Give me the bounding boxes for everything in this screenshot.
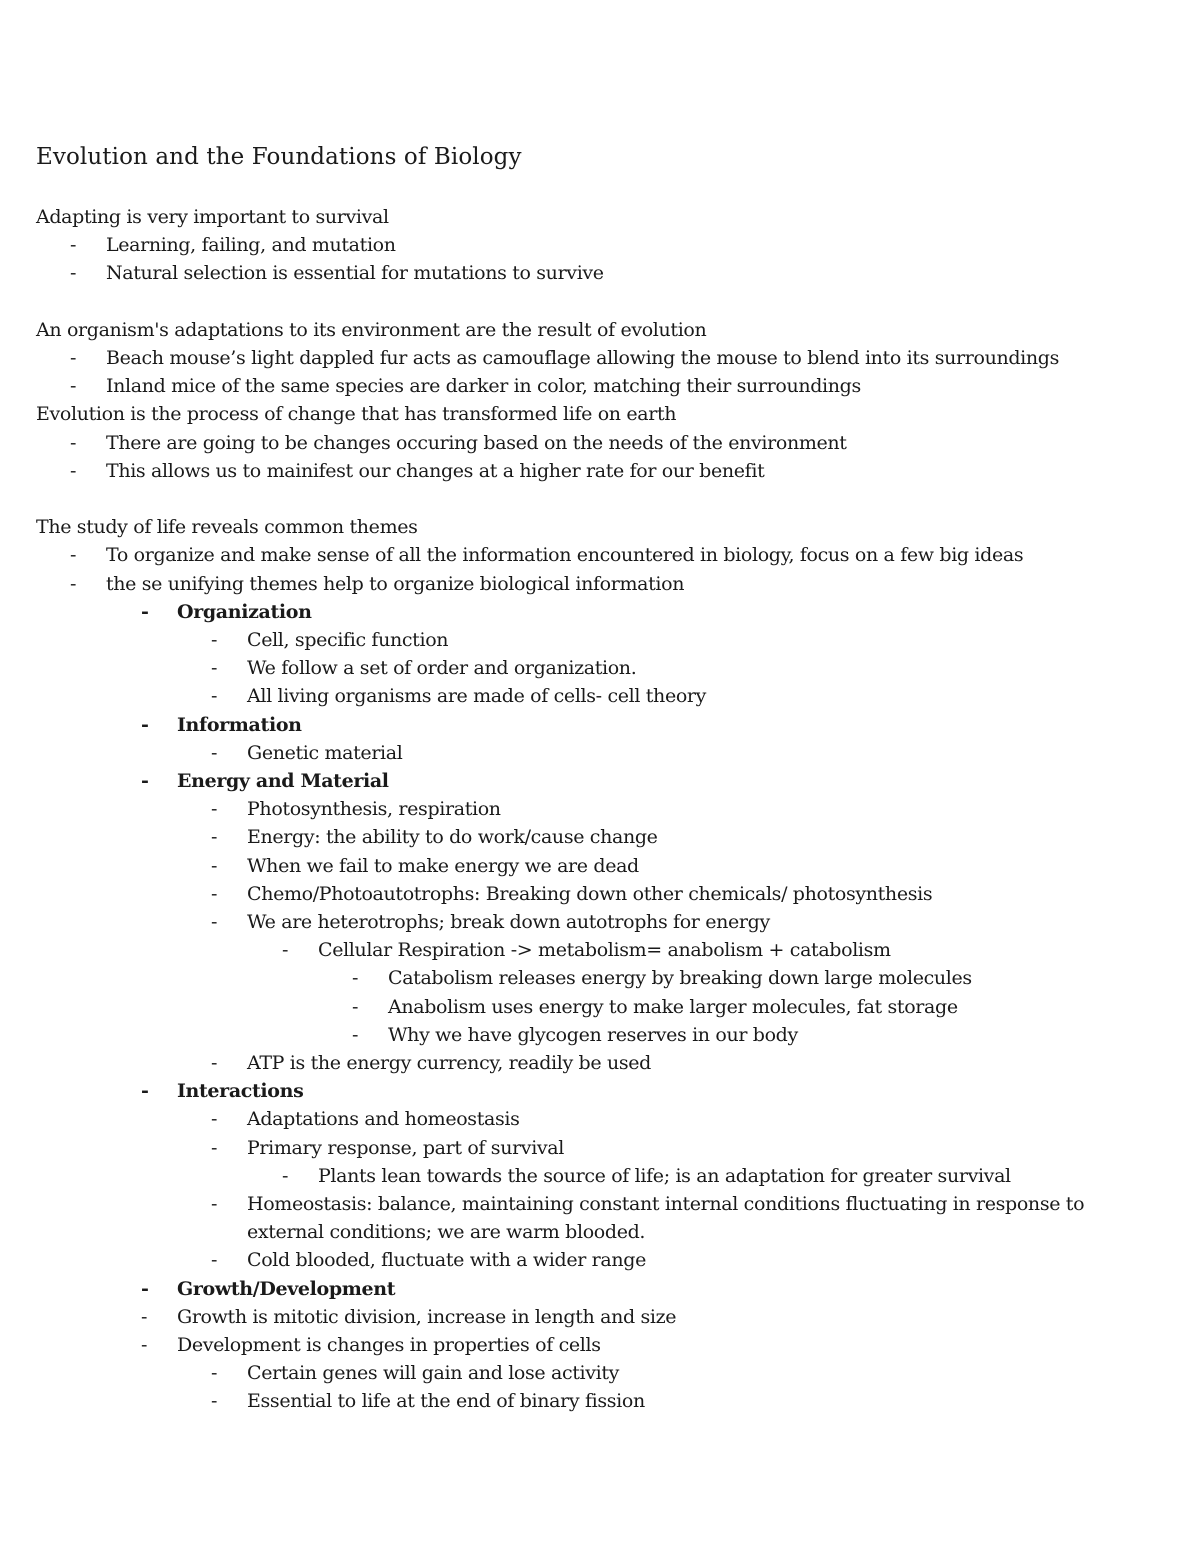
bullet-dash: - xyxy=(70,432,77,454)
section-heading: Information xyxy=(177,714,302,736)
line-text: Learning, failing, and mutation xyxy=(106,234,396,256)
line-text: When we fail to make energy we are dead xyxy=(247,855,639,877)
bullet-dash: - xyxy=(70,375,77,397)
bullet-dash: - xyxy=(211,1193,218,1215)
line-text: Essential to life at the end of binary fission xyxy=(247,1390,645,1412)
line-text: Chemo/Photoautotrophs: Breaking down other chemicals/ photosynthesis xyxy=(247,883,933,905)
line-text: Cellular Respiration -> metabolism= anabolism + catabolism xyxy=(318,939,891,961)
line-text: Certain genes will gain and lose activity xyxy=(247,1362,620,1384)
section-heading: Growth/Development xyxy=(177,1278,396,1300)
bullet-dash: - xyxy=(70,573,77,595)
line-text: external conditions; we are warm blooded. xyxy=(247,1221,646,1243)
line-text: Photosynthesis, respiration xyxy=(247,798,501,820)
document-title: Evolution and the Foundations of Biology xyxy=(36,144,522,170)
bullet-dash: - xyxy=(282,1165,289,1187)
line-text: Genetic material xyxy=(247,742,403,764)
line-text: We follow a set of order and organization. xyxy=(247,657,637,679)
bullet-dash: - xyxy=(70,234,77,256)
bullet-dash: - xyxy=(141,1306,148,1328)
line-text: Homeostasis: balance, maintaining constant internal conditions fluctuating in response to xyxy=(247,1193,1085,1215)
bullet-dash: - xyxy=(211,826,218,848)
bullet-dash: - xyxy=(352,996,359,1018)
bullet-dash: - xyxy=(211,883,218,905)
bullet-dash: - xyxy=(211,1390,218,1412)
bullet-dash: - xyxy=(352,1024,359,1046)
line-text: All living organisms are made of cells- cell theory xyxy=(247,685,707,707)
bullet-dash: - xyxy=(352,967,359,989)
bullet-dash: - xyxy=(211,1249,218,1271)
bullet-dash: - xyxy=(141,714,149,736)
bullet-dash: - xyxy=(211,657,218,679)
bullet-dash: - xyxy=(211,742,218,764)
bullet-dash: - xyxy=(141,770,149,792)
line-text: This allows us to mainifest our changes at a higher rate for our benefit xyxy=(106,460,765,482)
line-text: To organize and make sense of all the information encountered in biology, focus on a few big ideas xyxy=(106,544,1024,566)
bullet-dash: - xyxy=(211,798,218,820)
bullet-dash: - xyxy=(211,911,218,933)
line-text: Adapting is very important to survival xyxy=(36,206,389,228)
bullet-dash: - xyxy=(211,1362,218,1384)
line-text: Anabolism uses energy to make larger molecules, fat storage xyxy=(388,996,958,1018)
line-text: Why we have glycogen reserves in our body xyxy=(388,1024,798,1046)
bullet-dash: - xyxy=(211,855,218,877)
bullet-dash: - xyxy=(211,1052,218,1074)
line-text: Natural selection is essential for mutations to survive xyxy=(106,262,604,284)
bullet-dash: - xyxy=(70,544,77,566)
line-text: ATP is the energy currency, readily be used xyxy=(247,1052,651,1074)
bullet-dash: - xyxy=(141,1278,149,1300)
line-text: Growth is mitotic division, increase in length and size xyxy=(177,1306,677,1328)
bullet-dash: - xyxy=(211,685,218,707)
line-text: Catabolism releases energy by breaking down large molecules xyxy=(388,967,972,989)
line-text: Adaptations and homeostasis xyxy=(247,1108,520,1130)
line-text: Plants lean towards the source of life; is an adaptation for greater survival xyxy=(318,1165,1011,1187)
line-text: The study of life reveals common themes xyxy=(36,516,418,538)
line-text: Beach mouse’s light dappled fur acts as camouflage allowing the mouse to blend into its surroundings xyxy=(106,347,1059,369)
bullet-dash: - xyxy=(282,939,289,961)
bullet-dash: - xyxy=(70,347,77,369)
line-text: Inland mice of the same species are darker in color, matching their surroundings xyxy=(106,375,861,397)
line-text: An organism's adaptations to its environment are the result of evolution xyxy=(36,319,707,341)
bullet-dash: - xyxy=(141,1080,149,1102)
line-text: Cell, specific function xyxy=(247,629,449,651)
line-text: Cold blooded, fluctuate with a wider range xyxy=(247,1249,646,1271)
bullet-dash: - xyxy=(211,1137,218,1159)
bullet-dash: - xyxy=(211,629,218,651)
section-heading: Energy and Material xyxy=(177,770,389,792)
line-text: Development is changes in properties of cells xyxy=(177,1334,601,1356)
section-heading: Interactions xyxy=(177,1080,304,1102)
bullet-dash: - xyxy=(141,1334,148,1356)
line-text: There are going to be changes occuring based on the needs of the environment xyxy=(106,432,847,454)
bullet-dash: - xyxy=(70,460,77,482)
line-text: the se unifying themes help to organize biological information xyxy=(106,573,685,595)
line-text: We are heterotrophs; break down autotrophs for energy xyxy=(247,911,770,933)
line-text: Evolution is the process of change that has transformed life on earth xyxy=(36,403,677,425)
bullet-dash: - xyxy=(70,262,77,284)
bullet-dash: - xyxy=(141,601,149,623)
bullet-dash: - xyxy=(211,1108,218,1130)
section-heading: Organization xyxy=(177,601,312,623)
line-text: Primary response, part of survival xyxy=(247,1137,565,1159)
line-text: Energy: the ability to do work/cause change xyxy=(247,826,658,848)
